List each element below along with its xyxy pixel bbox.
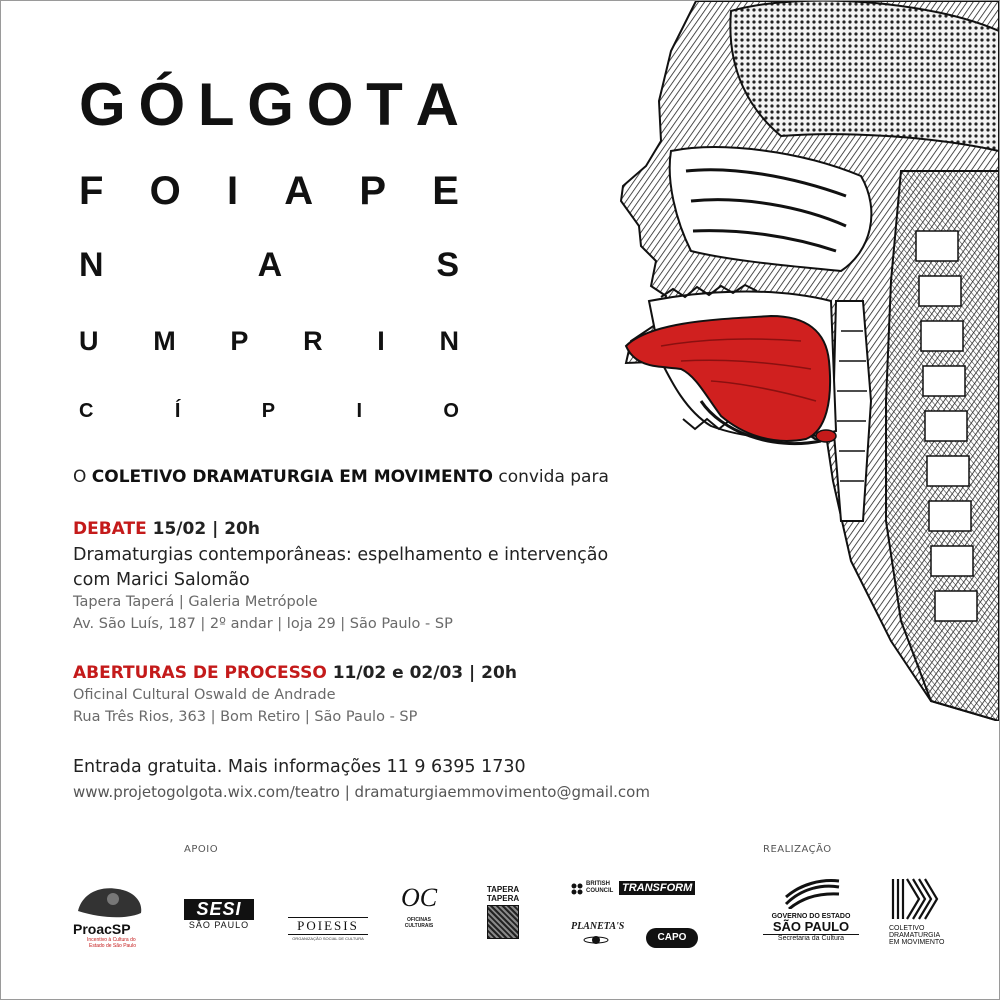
collective-name: COLETIVO DRAMATURGIA EM MOVIMENTO xyxy=(91,467,493,487)
contact-links[interactable]: www.projetogolgota.wix.com/teatro | dramaturgiaemmovimento@gmail.com xyxy=(73,783,650,801)
title-letter: O xyxy=(443,400,459,422)
planet-icon xyxy=(581,933,611,947)
title-letter: A xyxy=(284,169,314,213)
poiesis-logo xyxy=(288,917,368,941)
capo-logo xyxy=(646,928,698,948)
british-council-dots-icon xyxy=(571,883,587,895)
title-letter: A xyxy=(415,71,459,138)
aberturas-date: 11/02 e 02/03 | 20h xyxy=(326,663,517,683)
coletivo-logo xyxy=(889,877,949,946)
coletivo-line: COLETIVO xyxy=(889,925,925,932)
aberturas-venue: Oficinal Cultural Oswald de Andrade xyxy=(73,687,336,703)
title-letter: P xyxy=(261,400,276,422)
governo-line: GOVERNO DO ESTADO xyxy=(771,913,851,920)
invitation-line xyxy=(73,467,609,487)
title-letter: O xyxy=(149,169,181,213)
title-line-4 xyxy=(79,328,459,355)
title-letter: I xyxy=(356,400,363,422)
title-letter: S xyxy=(436,246,459,284)
governo-sp-logo xyxy=(763,879,859,942)
title-letter: M xyxy=(153,326,176,356)
title-letter: I xyxy=(226,169,239,213)
oficinas-line: CULTURAIS xyxy=(404,923,434,929)
title-letter: P xyxy=(359,169,387,213)
realizacao-label: REALIZAÇÃO xyxy=(763,844,832,855)
governo-line: Secretaria da Cultura xyxy=(763,934,859,942)
proac-logo xyxy=(73,881,148,951)
debate-title: Dramaturgias contemporâneas: espelhamento e intervenção xyxy=(73,545,609,565)
poiesis-sub: ORGANIZAÇÃO SOCIAL DE CULTURA xyxy=(292,936,364,941)
title-letter: I xyxy=(377,326,385,356)
aberturas-address: Rua Três Rios, 363 | Bom Retiro | São Paulo - SP xyxy=(73,709,418,725)
proac-name: ProacSP xyxy=(73,921,131,937)
proac-tag: Estado de São Paulo xyxy=(89,943,136,949)
apoio-label: APOIO xyxy=(184,844,219,855)
tapera-logo xyxy=(486,885,520,943)
title-letter: A xyxy=(257,246,283,284)
tapera-line: TAPERA xyxy=(486,894,520,903)
title-letter: C xyxy=(79,400,94,422)
anatomy-illustration xyxy=(601,1,999,721)
poiesis-name: POIESIS xyxy=(288,917,368,935)
oficinas-logo xyxy=(399,885,439,929)
governo-line: SÃO PAULO xyxy=(772,919,850,934)
debate-heading xyxy=(73,519,260,539)
title-line-1 xyxy=(79,71,459,138)
title-letter: R xyxy=(303,326,323,356)
sesi-sub: SÃO PAULO xyxy=(188,920,250,930)
title-letter: G xyxy=(79,71,126,138)
title-letter: U xyxy=(79,326,99,356)
oficinas-line: OFICINAS xyxy=(407,917,431,923)
planetas-name: PLANETA'S xyxy=(571,921,625,932)
sp-flag-icon xyxy=(781,879,841,909)
planetas-logo xyxy=(571,921,626,957)
debate-date: 15/02 | 20h xyxy=(146,519,260,539)
title-letter: P xyxy=(230,326,249,356)
title-letter: E xyxy=(432,169,459,213)
british-line: COUNCIL xyxy=(586,888,614,894)
debate-venue: Tapera Taperá | Galeria Metrópole xyxy=(73,594,318,610)
tapera-image-icon xyxy=(487,905,519,939)
title-letter: N xyxy=(79,246,104,284)
invite-prefix: O xyxy=(73,467,92,487)
tapera-line: TAPERA xyxy=(486,885,520,894)
entrada-info: Entrada gratuita. Mais informações 11 9 6395 1730 xyxy=(73,757,526,777)
coletivo-line: DRAMATURGIA xyxy=(889,932,941,939)
debate-speaker: com Marici Salomão xyxy=(73,570,250,590)
oc-mark: OC xyxy=(400,883,438,912)
title-line-3 xyxy=(79,248,459,282)
debate-label: DEBATE xyxy=(73,519,147,539)
capo-name: CAPO xyxy=(646,928,698,948)
title-letter: Ó xyxy=(138,71,186,138)
title-letter: G xyxy=(247,71,294,138)
sesi-name: SESI xyxy=(184,899,254,920)
invite-suffix: convida para xyxy=(492,467,609,487)
title-letter: L xyxy=(197,71,235,138)
aberturas-heading xyxy=(73,663,517,683)
transform-name: TRANSFORM xyxy=(619,881,695,895)
coletivo-line: EM MOVIMENTO xyxy=(889,939,945,946)
british-line: BRITISH xyxy=(586,881,610,887)
title-letter: N xyxy=(439,326,459,356)
british-council-logo xyxy=(571,881,701,897)
debate-address: Av. São Luís, 187 | 2º andar | loja 29 | São Paulo - SP xyxy=(73,616,453,632)
aberturas-label: ABERTURAS DE PROCESSO xyxy=(73,663,327,683)
sesi-logo xyxy=(184,899,254,930)
proac-mark-icon xyxy=(73,881,148,921)
title-letter: Í xyxy=(174,400,181,422)
title-line-2 xyxy=(79,171,459,211)
title-line-5 xyxy=(79,401,459,421)
proac-tag: Incentivo à Cultura do xyxy=(87,937,136,943)
title-letter: F xyxy=(79,169,104,213)
title-letter: O xyxy=(306,71,354,138)
coletivo-mark-icon xyxy=(889,877,941,921)
title-letter: T xyxy=(366,71,403,138)
